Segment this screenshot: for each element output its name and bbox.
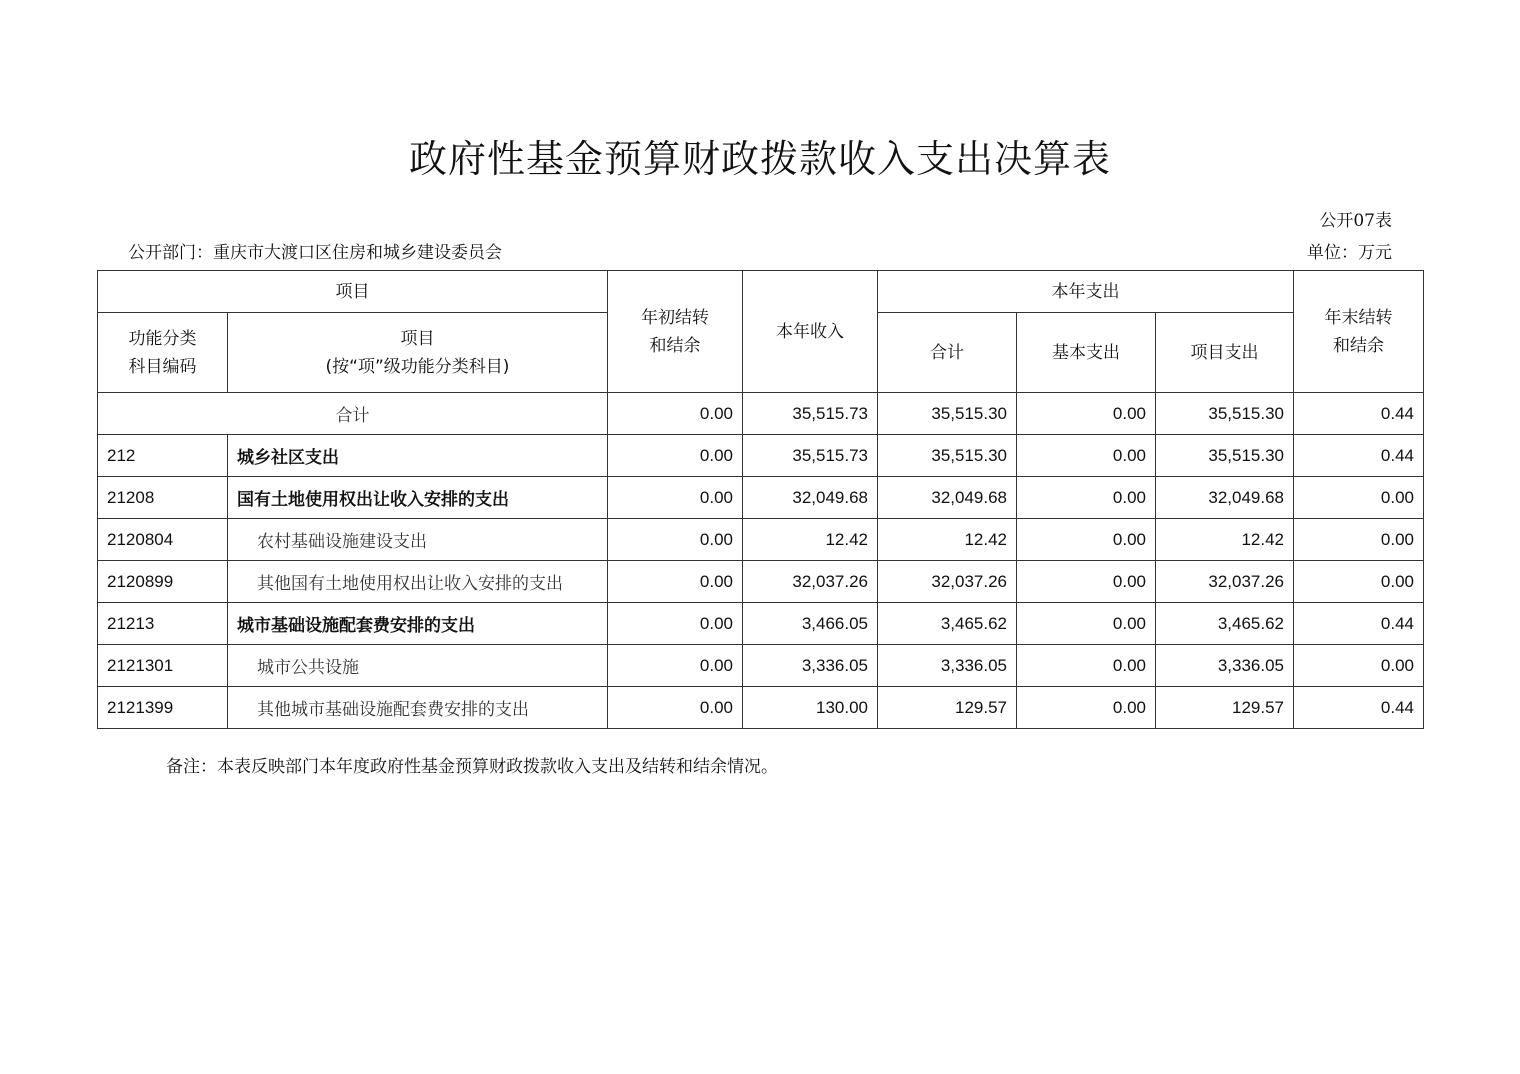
cell-item-name: 其他国有土地使用权出让收入安排的支出 xyxy=(228,561,608,603)
cell-begin-balance: 0.00 xyxy=(608,687,743,729)
cell-expense-project: 12.42 xyxy=(1156,519,1294,561)
cell-item-name: 农村基础设施建设支出 xyxy=(228,519,608,561)
header-func-code-label: 功能分类 科目编码 xyxy=(128,328,197,377)
cell-expense-total: 3,336.05 xyxy=(878,645,1017,687)
table-header xyxy=(98,271,1424,393)
header-expense-group: 本年支出 xyxy=(878,271,1294,313)
total-label: 合计 xyxy=(98,393,608,435)
cell-begin-balance: 0.00 xyxy=(608,645,743,687)
header-expense-project: 项目支出 xyxy=(1156,313,1294,393)
cell-income: 3,336.05 xyxy=(743,645,878,687)
cell-func-code: 2121301 xyxy=(98,645,228,687)
header-item-name-label: 项目 (按“项”级功能分类科目) xyxy=(325,328,510,377)
cell-expense-total: 32,037.26 xyxy=(878,561,1017,603)
cell-item-name: 其他城市基础设施配套费安排的支出 xyxy=(228,687,608,729)
cell-begin-balance: 0.00 xyxy=(608,561,743,603)
cell-expense-project: 129.57 xyxy=(1156,687,1294,729)
cell-func-code: 2120899 xyxy=(98,561,228,603)
cell-begin-balance: 0.00 xyxy=(608,477,743,519)
cell-income: 130.00 xyxy=(743,687,878,729)
header-income: 本年收入 xyxy=(743,271,878,393)
cell-expense-total: 3,465.62 xyxy=(878,603,1017,645)
cell-func-code: 21213 xyxy=(98,603,228,645)
header-item-name xyxy=(228,313,608,393)
total-begin-balance: 0.00 xyxy=(608,393,743,435)
cell-income: 3,466.05 xyxy=(743,603,878,645)
cell-end-balance: 0.00 xyxy=(1294,477,1424,519)
cell-item-name: 城乡社区支出 xyxy=(228,435,608,477)
cell-expense-basic: 0.00 xyxy=(1017,519,1156,561)
form-number: 公开07表 xyxy=(1319,211,1392,231)
cell-end-balance: 0.00 xyxy=(1294,561,1424,603)
cell-income: 12.42 xyxy=(743,519,878,561)
cell-expense-basic: 0.00 xyxy=(1017,645,1156,687)
header-expense-total: 合计 xyxy=(878,313,1017,393)
cell-expense-total: 12.42 xyxy=(878,519,1017,561)
total-expense-basic: 0.00 xyxy=(1017,393,1156,435)
cell-func-code: 21208 xyxy=(98,477,228,519)
unit-label: 单位：万元 xyxy=(1307,243,1392,263)
cell-expense-basic: 0.00 xyxy=(1017,687,1156,729)
total-row xyxy=(98,393,1424,435)
cell-end-balance: 0.00 xyxy=(1294,645,1424,687)
cell-end-balance: 0.44 xyxy=(1294,603,1424,645)
cell-expense-project: 3,336.05 xyxy=(1156,645,1294,687)
budget-table xyxy=(97,270,1424,729)
cell-func-code: 2120804 xyxy=(98,519,228,561)
cell-begin-balance: 0.00 xyxy=(608,603,743,645)
header-begin-balance-label: 年初结转 和结余 xyxy=(641,307,709,356)
cell-expense-total: 129.57 xyxy=(878,687,1017,729)
footnote: 备注：本表反映部门本年度政府性基金预算财政拨款收入支出及结转和结余情况。 xyxy=(166,757,778,777)
header-begin-balance xyxy=(608,271,743,393)
table-row xyxy=(98,477,1424,519)
cell-income: 32,037.26 xyxy=(743,561,878,603)
header-func-code xyxy=(98,313,228,393)
cell-expense-project: 32,049.68 xyxy=(1156,477,1294,519)
table-row xyxy=(98,603,1424,645)
total-expense-project: 35,515.30 xyxy=(1156,393,1294,435)
header-item-group: 项目 xyxy=(98,271,608,313)
table-row xyxy=(98,687,1424,729)
cell-expense-project: 35,515.30 xyxy=(1156,435,1294,477)
cell-expense-basic: 0.00 xyxy=(1017,603,1156,645)
table-body xyxy=(98,393,1424,729)
cell-begin-balance: 0.00 xyxy=(608,519,743,561)
total-expense-total: 35,515.30 xyxy=(878,393,1017,435)
cell-expense-basic: 0.00 xyxy=(1017,561,1156,603)
table-row xyxy=(98,435,1424,477)
cell-item-name: 国有土地使用权出让收入安排的支出 xyxy=(228,477,608,519)
cell-end-balance: 0.00 xyxy=(1294,519,1424,561)
cell-end-balance: 0.44 xyxy=(1294,687,1424,729)
total-income: 35,515.73 xyxy=(743,393,878,435)
page-title: 政府性基金预算财政拨款收入支出决算表 xyxy=(408,137,1111,181)
cell-expense-total: 35,515.30 xyxy=(878,435,1017,477)
cell-expense-project: 3,465.62 xyxy=(1156,603,1294,645)
cell-expense-basic: 0.00 xyxy=(1017,435,1156,477)
department-label: 公开部门：重庆市大渡口区住房和城乡建设委员会 xyxy=(128,243,502,263)
cell-income: 35,515.73 xyxy=(743,435,878,477)
cell-expense-project: 32,037.26 xyxy=(1156,561,1294,603)
table-row xyxy=(98,561,1424,603)
total-end-balance: 0.44 xyxy=(1294,393,1424,435)
cell-income: 32,049.68 xyxy=(743,477,878,519)
table-row xyxy=(98,519,1424,561)
cell-expense-total: 32,049.68 xyxy=(878,477,1017,519)
header-expense-basic: 基本支出 xyxy=(1017,313,1156,393)
cell-func-code: 2121399 xyxy=(98,687,228,729)
cell-item-name: 城市基础设施配套费安排的支出 xyxy=(228,603,608,645)
cell-func-code: 212 xyxy=(98,435,228,477)
cell-end-balance: 0.44 xyxy=(1294,435,1424,477)
header-end-balance xyxy=(1294,271,1424,393)
cell-begin-balance: 0.00 xyxy=(608,435,743,477)
table-row xyxy=(98,645,1424,687)
cell-item-name: 城市公共设施 xyxy=(228,645,608,687)
header-end-balance-label: 年末结转 和结余 xyxy=(1324,307,1393,356)
cell-expense-basic: 0.00 xyxy=(1017,477,1156,519)
